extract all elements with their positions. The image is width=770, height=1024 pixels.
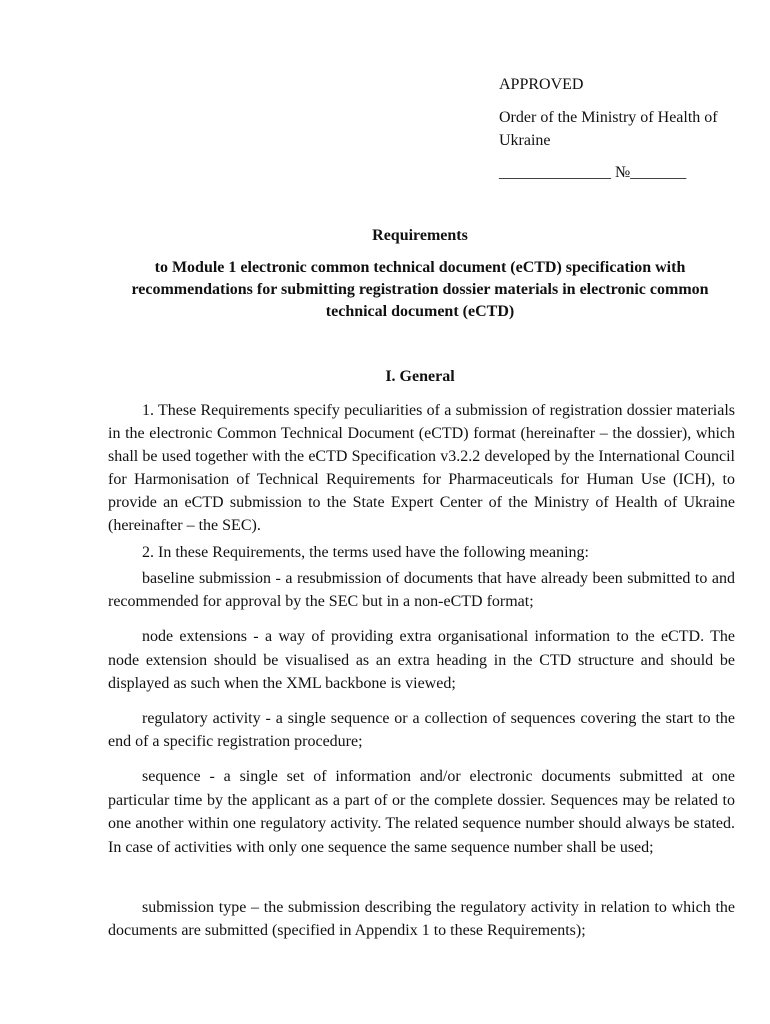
definition-baseline-submission: baseline submission - a resubmission of documents that have already been submitted to and recommended for approval by the SEC but in a non-eCTD format; [108, 570, 735, 610]
definition-node-extensions: node extensions - a way of providing extra organisational information to the eCTD. The node extension should be visualised as an extra heading in the CTD structure and should be displayed as such when the XML backbone is viewed; [108, 628, 735, 692]
definition-submission-type: submission type – the submission describing the regulatory activity in relation to which the documents are submitted (specified in Appendix 1 to these Requirements); [108, 899, 735, 939]
definition-sequence: sequence - a single set of information and/or electronic documents submitted at one particular time by the applicant as a part of or the complete dossier. Sequences may be related to one another within one regulatory activity. The related sequence number should always be stated. In case of activities with only one sequence the same sequence number shall be used; [108, 768, 735, 856]
approval-order: Order of the Ministry of Health of Ukraine [499, 109, 718, 149]
paragraph-1: 1. These Requirements specify peculiarities of a submission of registration dossier materials in the electronic Common Technical Document (eCTD) format (hereinafter – the dossier), which shall be used together with the eCTD Specification v3.2.2 developed by the International Council for Harmonisation of Technical Requirements for Pharmaceuticals for Human Use (ICH), to provide an eCTD submission to the State Expert Center of the Ministry of Health of Ukraine (hereinafter – the SEC). [108, 402, 735, 534]
paragraph-2: 2. In these Requirements, the terms used have the following meaning: [142, 544, 589, 561]
section-heading: I. General [385, 368, 455, 385]
document-subtitle: to Module 1 electronic common technical document (eCTD) specification with recommendations for submitting registration dossier materials in electronic common technical document (eCTD) [131, 259, 709, 320]
definition-regulatory-activity: regulatory activity - a single sequence or a collection of sequences covering the start to the end of a specific registration procedure; [108, 710, 735, 750]
document-title: Requirements [372, 227, 468, 244]
order-number-line: ______________ №_______ [499, 164, 687, 181]
approved-label: APPROVED [499, 76, 584, 93]
